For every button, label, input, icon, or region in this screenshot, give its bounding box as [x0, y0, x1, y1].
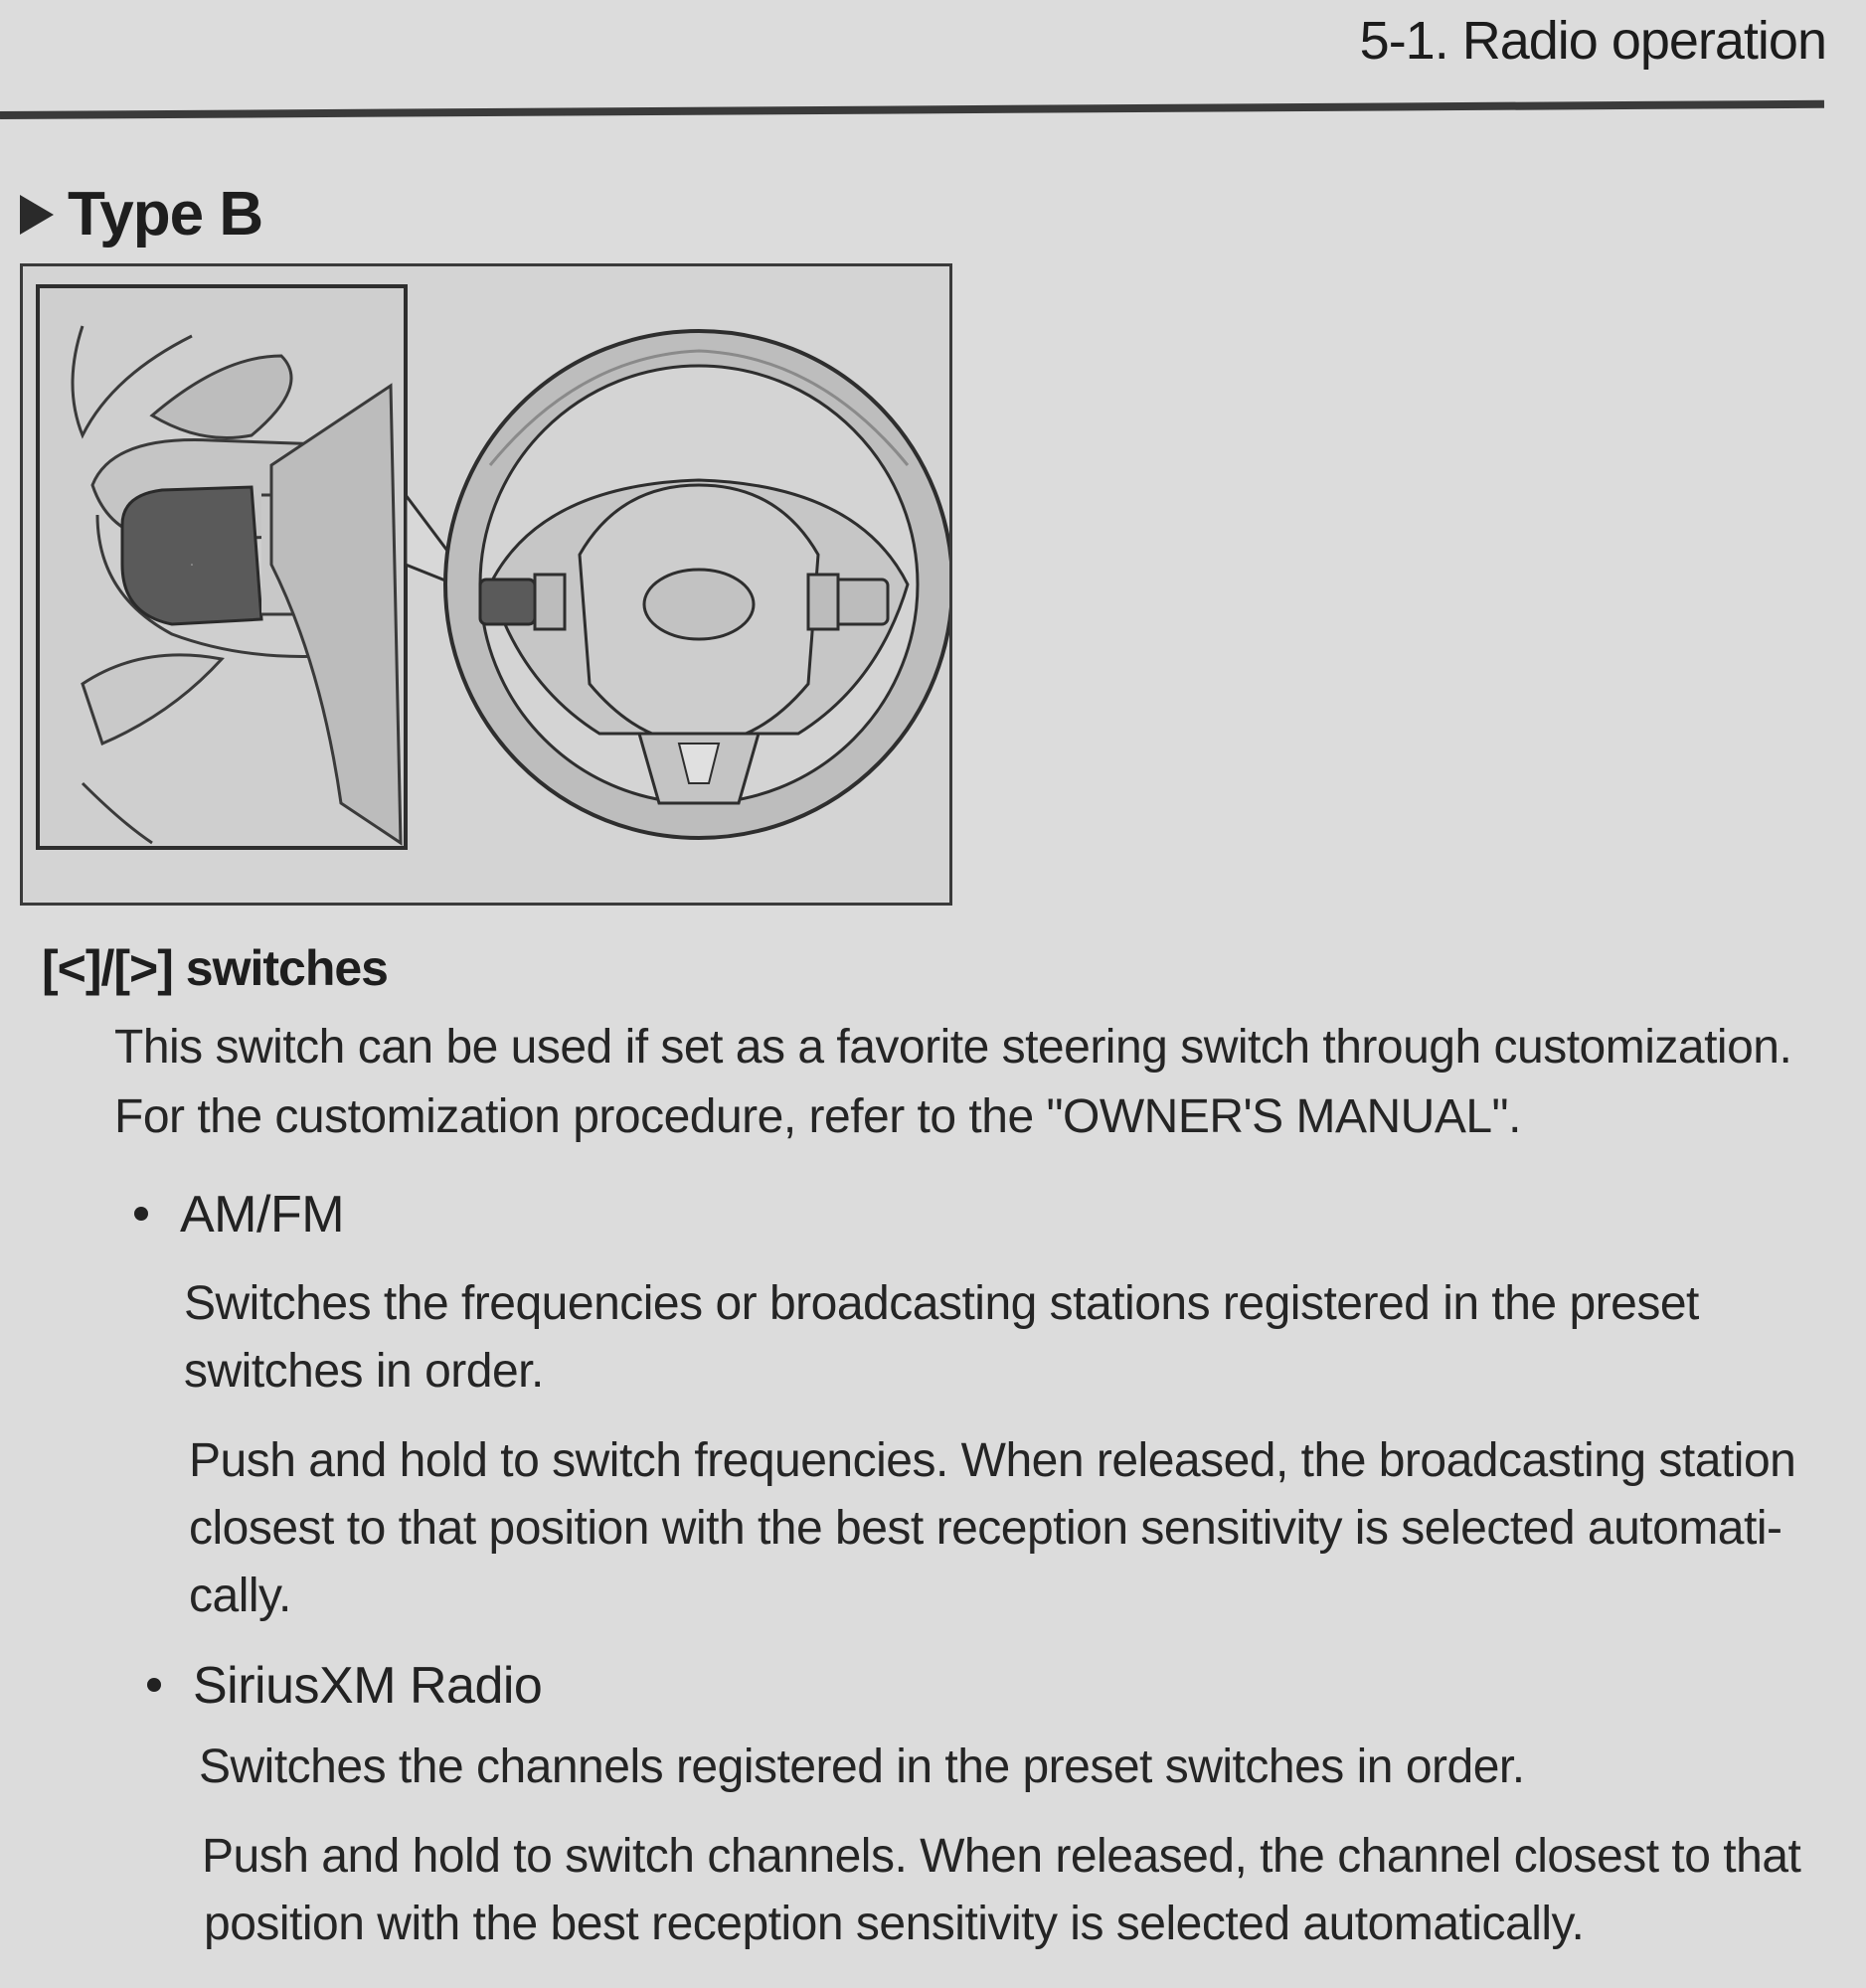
switch-heading: [<]/[>] switches — [42, 940, 388, 996]
am-fm-para-1-line-2: switches in order. — [184, 1345, 544, 1398]
bullet-label: SiriusXM Radio — [193, 1657, 543, 1715]
bullet-label: AM/FM — [180, 1186, 345, 1243]
svg-text:⋅: ⋅ — [189, 558, 195, 574]
type-heading — [20, 179, 262, 249]
siriusxm-para-2-line-2: position with the best reception sensitivity is selected automatically. — [204, 1898, 1585, 1950]
am-fm-para-2-line-1: Push and hold to switch frequencies. When released, the broadcasting station — [189, 1434, 1796, 1487]
bullet-item-am-fm — [134, 1185, 344, 1244]
switch-pad-highlight — [480, 580, 535, 624]
steering-wheel-illustration — [20, 263, 952, 906]
steering-wheel-drawing — [23, 266, 949, 903]
header-divider — [0, 100, 1824, 119]
logo-emblem — [644, 570, 754, 639]
am-fm-para-2-line-2: closest to that position with the best reception sensitivity is selected automati- — [189, 1502, 1782, 1555]
am-fm-para-2-line-3: cally. — [189, 1570, 291, 1622]
siriusxm-para-1-line-1: Switches the channels registered in the preset switches in order. — [199, 1740, 1525, 1793]
section-title: 5-1. Radio operation — [1359, 11, 1826, 71]
triangle-marker-icon — [20, 195, 54, 235]
bullet-dot-icon — [134, 1207, 148, 1221]
bullet-item-siriusxm — [147, 1656, 542, 1716]
bullet-dot-icon — [147, 1678, 161, 1692]
siriusxm-para-2-line-1: Push and hold to switch channels. When released, the channel closest to that — [202, 1830, 1801, 1883]
am-fm-para-1-line-1: Switches the frequencies or broadcasting stations registered in the preset — [184, 1277, 1699, 1330]
type-heading-label: Type B — [68, 180, 263, 248]
switch-pad-closeup — [122, 487, 261, 624]
intro-line-1: This switch can be used if set as a favorite steering switch through customization. — [114, 1021, 1792, 1074]
intro-line-2: For the customization procedure, refer to the "OWNER'S MANUAL". — [114, 1090, 1521, 1143]
